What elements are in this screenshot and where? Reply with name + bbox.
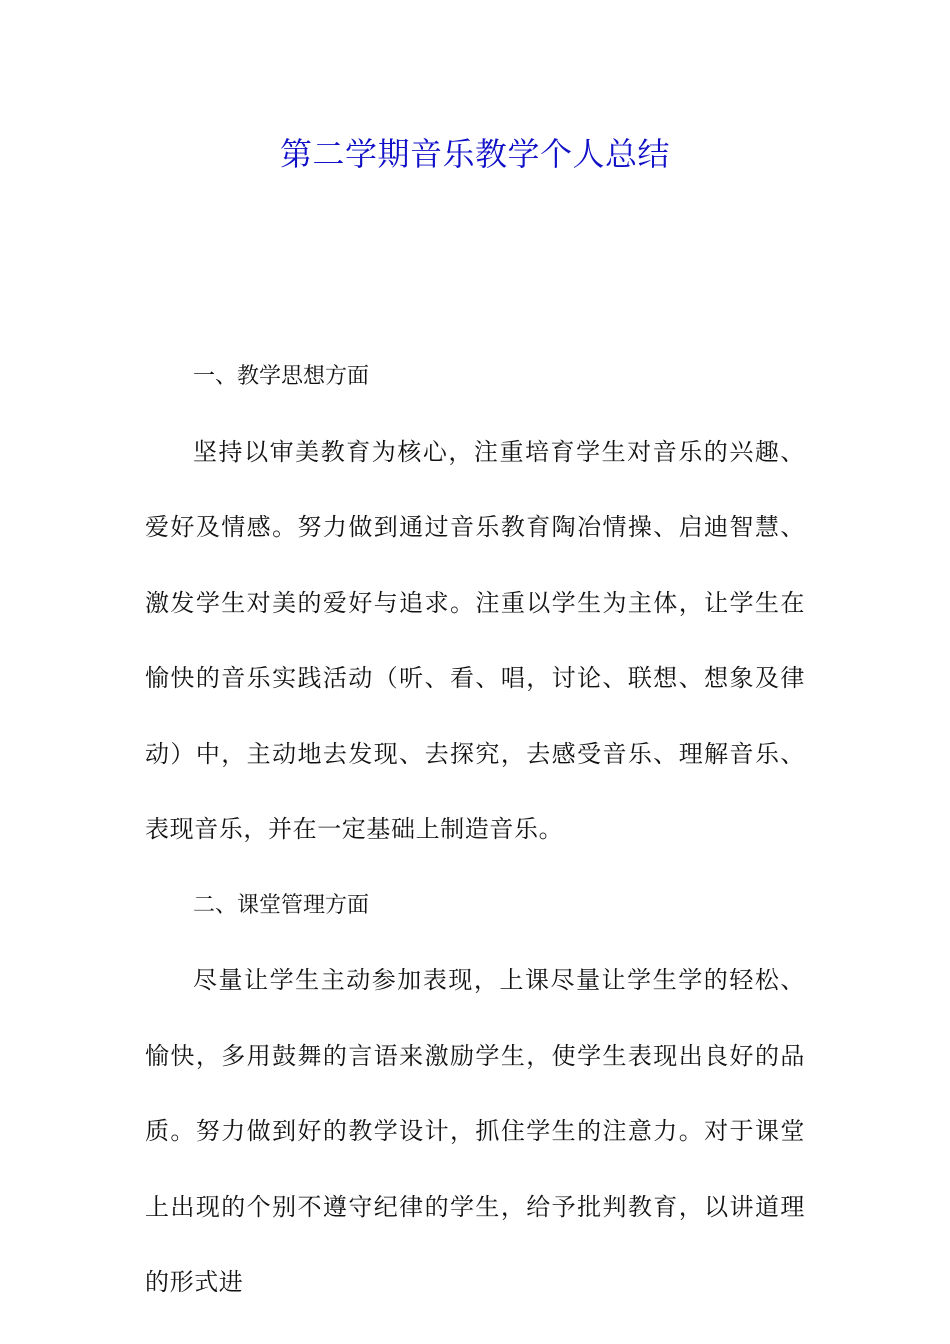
document-title: 第二学期音乐教学个人总结: [279, 135, 670, 173]
section-heading-teaching-philosophy: 一、教学思想方面: [193, 364, 370, 389]
section-paragraph-teaching-philosophy: 坚持以审美教育为核心，注重培育学生对音乐的兴趣、爱好及情感。努力做到通过音乐教育陶冶情操、启迪智慧、激发学生对美的爱好与追求。注重以学生为主体，让学生在愉快的音乐实践活动（听、看、唱，讨论、联想、想象及律动）中，主动地去发现、去探究，去感受音乐、理解音乐、表现音乐，并在一定基础上制造音乐。: [145, 437, 805, 843]
section-heading-classroom-management: 二、课堂管理方面: [193, 892, 370, 918]
document-body: [145, 339, 805, 1321]
section-paragraph-classroom-management: 尽量让学生主动参加表现，上课尽量让学生学的轻松、愉快，多用鼓舞的言语来激励学生，使学生表现出良好的品质。努力做到好的教学设计，抓住学生的注意力。对于课堂上出现的个别不遵守纪律的学生，给予批判教育，以讲道理的形式进: [145, 966, 805, 1296]
